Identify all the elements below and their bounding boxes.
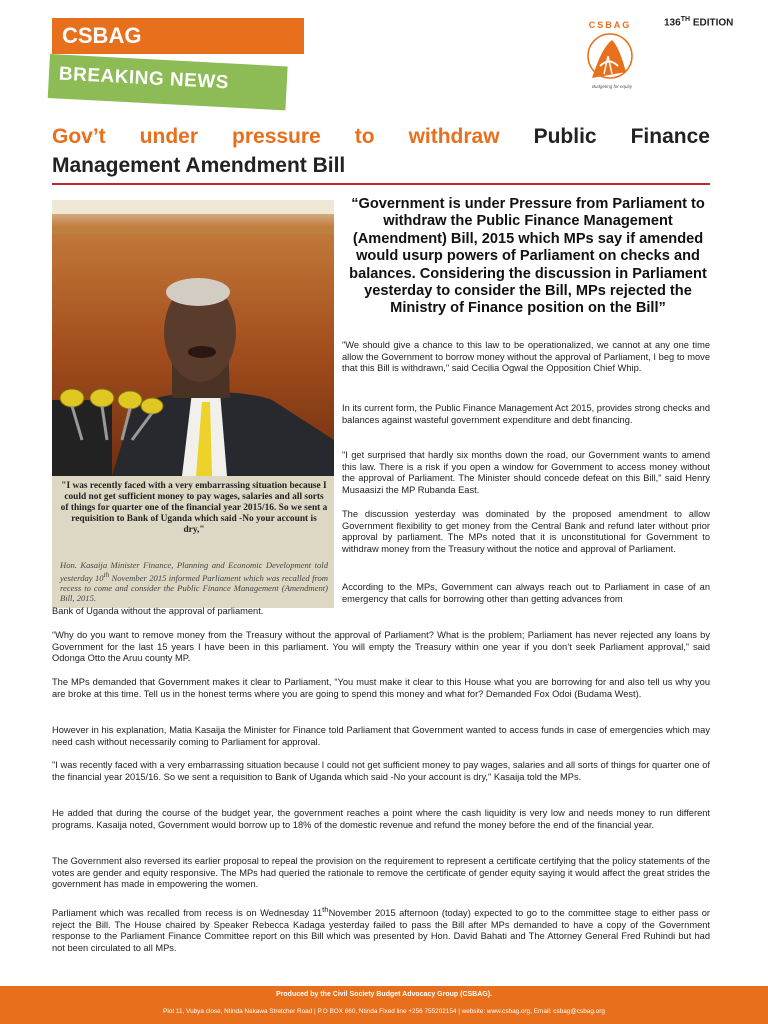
photo-caption-part: Hon. Kasaija Minister Finance, Planning and Economic Development told yesterday 10 — [60, 560, 328, 583]
paragraph-part: November 2015 afternoon (today) expected to go to the committee stage to either pass or reject the Bill. The House chaired by Speaker Rebecca Kadaga yesterday failed to pass the Bill after MPs demanded to have a copy of the Government response to the Parliament Finance Committee report on this Bill which was presented by Hon. David Bahati and The Attorney General Fred Ruhindi but had not been circulated to all MPs. — [52, 908, 710, 953]
headline-word: pressure — [232, 125, 321, 148]
edition-suffix: TH — [680, 16, 691, 23]
paragraph: The discussion yesterday was dominated by the proposed amendment to allow Government flexibility to get money from the Central Bank and refund later without prior approval by parliament. The MPs noted that it is unconstitutional for Government to withdraw money from the Treasury without the notice and approval of Parliament. — [342, 509, 710, 554]
brand-banner — [52, 18, 304, 54]
pull-quote: “Government is under Pressure from Parliament to withdraw the Public Finance Management (Amendment) Bill, 2015 which MPs say if amended would usurp powers of Parliament on checks and balances. Considering the discussion in Parliament yesterday to consider the Bill, MPs rejected the Ministry of Finance position on the Bill” — [349, 196, 707, 317]
csbag-logo — [578, 16, 642, 92]
headline-rule — [52, 183, 710, 185]
headline-word: Gov’t — [52, 125, 106, 148]
paragraph: He added that during the course of the budget year, the government reaches a point where the cash liquidity is very low and needs money to run different programs. Kasaija noted, Government would borrow up to 18% of the domestic revenue and refund the money before the end of the financial year. — [52, 808, 710, 830]
edition-label — [664, 16, 733, 28]
photo-caption-part: November 2015 informed Parliament which was recalled from recess to come and consider the Public Finance Management (Amendment) Bill, 2015. — [60, 572, 328, 603]
breaking-news-label: BREAKING NEWS — [58, 63, 230, 94]
headline-word: under — [139, 125, 199, 148]
headline-line-2: Management Amendment Bill — [52, 154, 346, 177]
edition-number: 136 — [664, 17, 681, 29]
brand-name: CSBAG — [62, 23, 142, 48]
logo-tagline: Budgeting for equity — [591, 84, 633, 89]
headline — [52, 122, 710, 180]
paragraph: "We should give a chance to this law to be operationalized, we cannot at any one time allow the Government to borrow money without the approval of Parliament, I beg to move that this Bill is withdrawn," said Cecilia Ogwal the Opposition Chief Whip. — [342, 340, 710, 374]
paragraph: However in his explanation, Matia Kasaija the Minister for Finance told Parliament that Government wanted to access funds in case of emergencies which may need cash without necessarily coming to Parliament for approval. — [52, 725, 710, 747]
photo-caption-sup: th — [103, 571, 110, 579]
headline-word: withdraw — [408, 125, 500, 148]
paragraph: "I was recently faced with a very embarrassing situation because I could not get sufficient money to pay wages, salaries and all sorts of things for quarter one of the financial year 2015/16. So we sent a requisition to Bank of Uganda which said -No your account is dry," Kasaija told the MPs. — [52, 760, 710, 782]
paragraph-sup: th — [322, 905, 329, 914]
paragraph: Bank of Uganda without the approval of parliament. — [52, 606, 264, 616]
paragraph: The Government also reversed its earlier proposal to repeal the provision on the requirement to represent a certificate certifying that the policy statements of the votes are gender and equity responsive. The MPs had queried the rationale to remove the certificate of gender equity saying it would affect the great strides the government has made in empowering the women. — [52, 856, 710, 890]
photo-caption — [60, 560, 328, 603]
breaking-news-banner — [48, 54, 288, 110]
paragraph: "I get surprised that hardly six months down the road, our Government wants to amend this law. There is a risk if you open a window for Government to access money without the approval of Parliament. The Minister should concede defeat on this Bill," said Henry Musaasizi the MP Rubanda East. — [342, 450, 710, 495]
paragraph: The MPs demanded that Government makes it clear to Parliament, “You must make it clear to this House what you are borrowing for and also tell us why you are broke at this time. Tell us in the honest terms where you are going to spend this money and what for? Demanded Fox Odoi (Budama West). — [52, 677, 710, 699]
paragraph-part: Parliament which was recalled from recess is on Wednesday 11 — [52, 908, 323, 919]
headline-word: Public — [533, 125, 597, 148]
paragraph: According to the MPs, Government can always reach out to Parliament in case of an emergency that calls for borrowing other than getting advances from — [342, 582, 710, 604]
photo-quote: "I was recently faced with a very embarrassing situation because I could not get sufficient money to pay wages, salaries and all sorts of things for quarter one of the financial year 2015/16. So we sent a requisition to Bank of Uganda which said -No your account is dry," — [60, 481, 328, 535]
minister-photo — [52, 200, 334, 476]
headline-word: Finance — [630, 125, 710, 148]
paragraph: “Why do you want to remove money from the Treasury without the approval of Parliament? What is the problem; Parliament has never rejected any loans by Government for the last 15 years I have been in this parliament. You will empty the Treasury within one year if you don’t seek Parliament approval,” said Odonga Otto the Aruu county MP. — [52, 630, 710, 664]
paragraph — [52, 904, 710, 954]
footer-producer: Produced by the Civil Society Budget Advocacy Group (CSBAG). — [276, 991, 492, 998]
paragraph: In its current form, the Public Finance Management Act 2015, provides strong checks and balances against wasteful government expenditure and debt financing. — [342, 403, 710, 425]
edition-word: EDITION — [692, 17, 734, 29]
logo-text: CSBAG — [588, 20, 632, 30]
footer-contact: Plot 11, Vubya close, Ntinda Nakawa Stretcher Road | P.O BOX 660, Ntinda Fixed line +256 755202154 | website: www.csbag.org, Email: csbag@csbag.org — [163, 1008, 605, 1015]
headline-word: to — [354, 125, 375, 148]
